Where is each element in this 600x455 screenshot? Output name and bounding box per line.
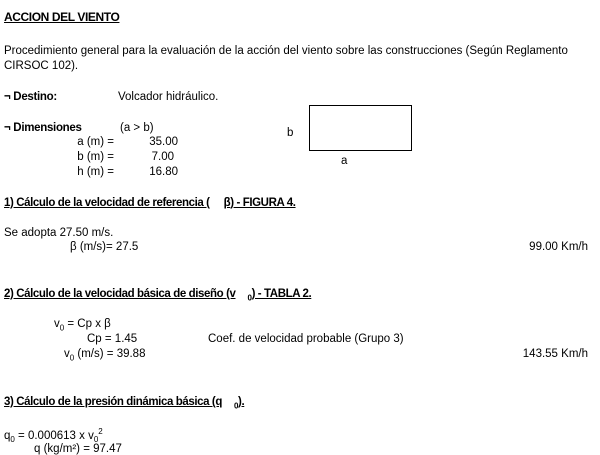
dim-a-label: a (m) = (77, 136, 114, 148)
s1-kmh: 99.00 Km/h (529, 241, 588, 253)
s1-adopt-text: Se adopta 27.50 m/s. (4, 227, 114, 239)
s2-kmh: 143.55 Km/h (522, 348, 588, 360)
s3-q-result: q (kg/m²) = 97.47 (34, 443, 122, 455)
dimensiones-condition: (a > b) (120, 122, 154, 134)
section-2-heading: 2) Cálculo de la velocidad básica de diseño (v $_0$) - TABLA 2. (4, 288, 312, 303)
s2-v0-result: $v_0$ (m/s) = 39.88 (64, 348, 146, 363)
s2-coef-desc: Coef. de velocidad probable (Grupo 3) (208, 333, 404, 345)
dim-b-value: 7.00 (151, 151, 174, 163)
section-1-heading: 1) Cálculo de la velocidad de referencia ( β) - FIGURA 4. (4, 197, 296, 209)
dim-h-label: h (m) = (77, 166, 114, 178)
dim-a-value: 35.00 (149, 136, 178, 148)
diagram-label-a: a (341, 155, 348, 167)
section-3-heading: 3) Cálculo de la presión dinámica básica (q $_0$). (4, 396, 245, 411)
dimension-rectangle (309, 105, 412, 151)
diagram-label-b: b (287, 127, 294, 139)
page-title: ACCION DEL VIENTO (4, 10, 120, 24)
destino-label: ¬ Destino: (4, 91, 57, 103)
destino-value: Volcador hidráulico. (118, 91, 219, 103)
s2-cp: Cp = 1.45 (87, 333, 138, 345)
s2-formula: $v_0 = Cp$ x β (54, 318, 111, 333)
s1-beta-row: β (m/s)= 27.5 (70, 241, 139, 253)
dimensiones-label: ¬ Dimensiones (4, 122, 82, 134)
intro-line-2: CIRSOC 102). (4, 60, 79, 72)
dim-b-label: b (m) = (77, 151, 114, 163)
intro-line-1: Procedimiento general para la evaluación de la acción del viento sobre las construcciones (Según Reglamento (4, 45, 568, 57)
s3-formula: $q_0 = 0.000613$ x $v_0^2$ (4, 427, 103, 445)
dim-h-value: 16.80 (149, 166, 178, 178)
